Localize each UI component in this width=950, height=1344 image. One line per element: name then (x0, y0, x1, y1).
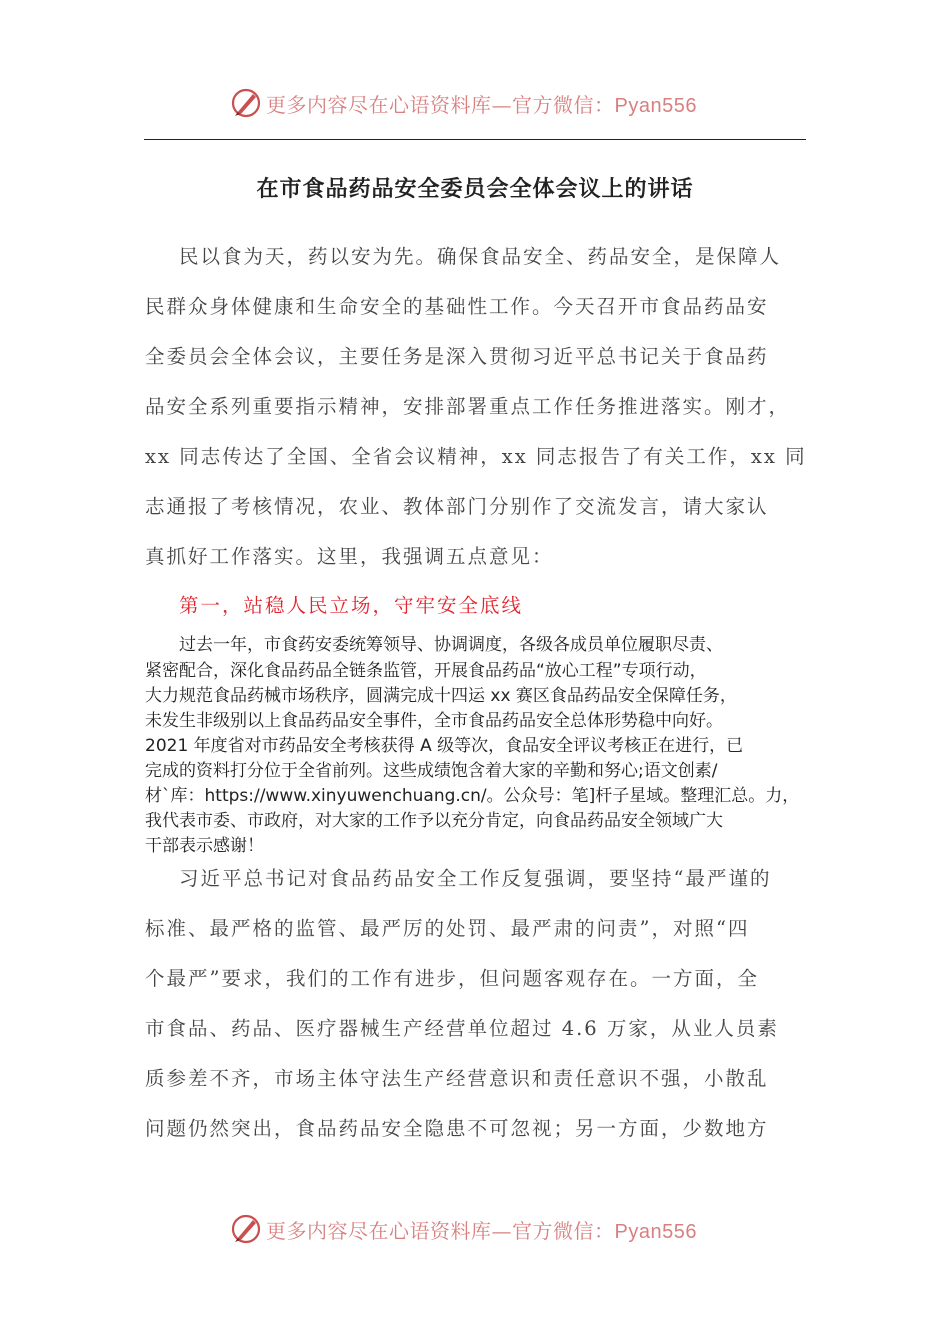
body-line-1: 习近平总书记对食品药品安全工作反复强调，要坚持“最严谨的 (179, 867, 772, 890)
body-line-2: 标准、最严格的监管、最严厉的处罚、最严肃的问责”，对照“四 (145, 917, 750, 940)
header-rule (144, 139, 806, 140)
intro-line-7: 真抓好工作落实。这里，我强调五点意见： (145, 545, 554, 568)
intro-line-1: 民以食为天，药以安为先。确保食品安全、药品安全，是保障人 (179, 245, 782, 268)
body-line-4: 市食品、药品、医疗器械生产经营单位超过 4.6 万家，从业人员素 (145, 1017, 779, 1040)
dense-line-3: 大力规范食品药械市场秩序，圆满完成十四运 xx 赛区食品药品安全保障任务， (145, 686, 737, 706)
intro-line-4: 品安全系列重要指示精神，安排部署重点工作任务推进落实。刚才， (145, 395, 791, 418)
pen-logo-icon (229, 1212, 263, 1246)
pen-logo-icon (229, 86, 263, 120)
intro-line-5: xx 同志传达了全国、全省会议精神，xx 同志报告了有关工作，xx 同 (145, 445, 807, 468)
dense-line-8: 我代表市委、市政府，对大家的工作予以充分肯定，向食品药品安全领域广大 (145, 811, 723, 831)
dense-line-6: 完成的资料打分位于全省前列。这些成绩饱含着大家的辛勤和努心;语文创素/ (145, 761, 718, 781)
banner-main: 更多内容尽在心语资料库 (266, 1219, 492, 1243)
section-heading-1: 第一，站稳人民立场，守牢安全底线 (179, 594, 524, 617)
banner-wechat-id: Pyan556 (614, 95, 697, 117)
dense-line-7: 材`库：https://www.xinyuwenchuang.cn/。公众号：笔]杆子星域。整理汇总。力， (145, 786, 800, 806)
dense-line-2: 紧密配合，深化食品药品全链条监管，开展食品药品“放心工程”专项行动， (145, 661, 707, 681)
banner-wechat-id: Pyan556 (614, 1221, 697, 1243)
banner-dash: —官方微信： (491, 93, 615, 117)
intro-line-6: 志通报了考核情况，农业、教体部门分别作了交流发言，请大家认 (145, 495, 769, 518)
banner-dash: —官方微信： (491, 1219, 615, 1243)
footer-banner (0, 1210, 950, 1250)
body-line-6: 问题仍然突出，食品药品安全隐患不可忽视；另一方面，少数地方 (145, 1117, 769, 1140)
body-line-3: 个最严”要求，我们的工作有进步，但问题客观存在。一方面，全 (145, 967, 759, 990)
header-banner (0, 84, 950, 124)
dense-line-4: 未发生非级别以上食品药品安全事件，全市食品药品安全总体形势稳中向好。 (145, 711, 723, 731)
dense-line-9: 干部表示感谢！ (145, 836, 264, 856)
banner-text (266, 89, 697, 118)
dense-line-1: 过去一年，市食药安委统筹领导、协调调度，各级各成员单位履职尽责、 (179, 635, 723, 655)
banner-main: 更多内容尽在心语资料库 (266, 93, 492, 117)
dense-line-5: 2021 年度省对市药品安全考核获得 A 级等次，食品安全评议考核正在进行，已 (145, 736, 744, 756)
body-line-5: 质参差不齐，市场主体守法生产经营意识和责任意识不强，小散乱 (145, 1067, 769, 1090)
intro-line-3: 全委员会全体会议，主要任务是深入贯彻习近平总书记关于食品药 (145, 345, 769, 368)
intro-line-2: 民群众身体健康和生命安全的基础性工作。今天召开市食品药品安 (145, 295, 769, 318)
banner-text (266, 1215, 697, 1244)
document-title: 在市食品药品安全委员会全体会议上的讲话 (256, 176, 694, 202)
